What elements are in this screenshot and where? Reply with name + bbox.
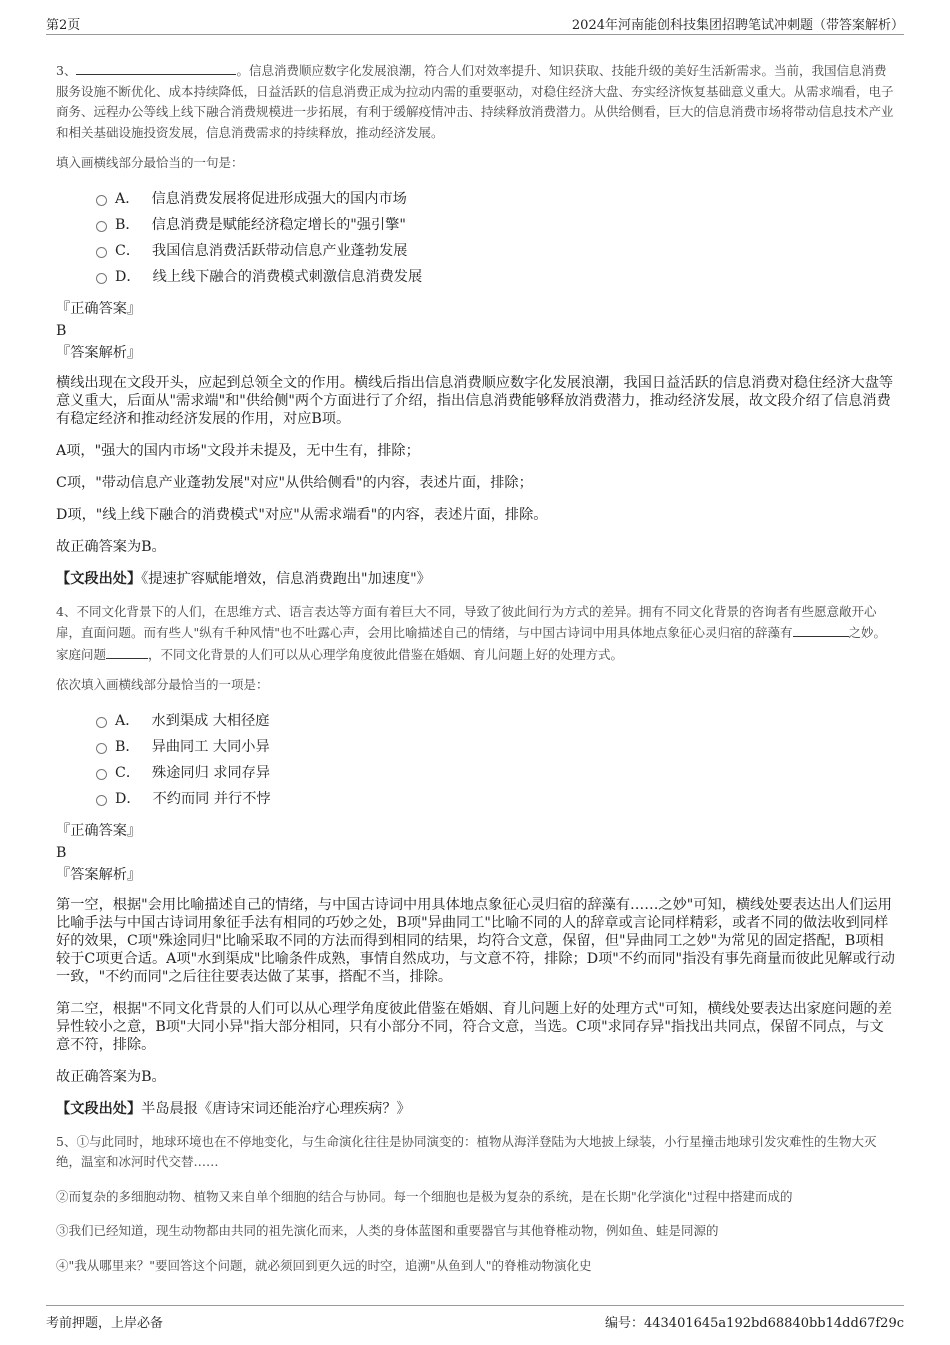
- page-content: [56, 60, 896, 1290]
- page-number: 第2页: [46, 18, 81, 33]
- question-3-options: [96, 186, 896, 290]
- question-4-stem: 4、不同文化背景下的人们，在思维方式、语言表达等方面有着巨大不同，导致了彼此间行为方式的差异。拥有不同文化背景的咨询者有些愿意敞开心扉，直面问题。而有些人"纵有千种风情"也不吐露心声，会用比喻描述自己的情绪，与中国古诗词中用具体地点象征心灵归宿的辞藻有 之妙。家庭问题 ，不同文化背景的人们可以从心理学角度彼此借鉴在婚姻、育儿问题上好的处理方式。: [56, 603, 887, 662]
- radio-icon[interactable]: [96, 743, 107, 754]
- question-4-options: [96, 708, 896, 812]
- question-5-sentence: ③我们已经知道，现生动物都由共同的祖先演化而来，人类的身体蓝图和重要器官与其他脊椎动物，例如鱼、蛙是同源的: [56, 1223, 719, 1238]
- analysis-paragraph: 第一空，根据"会用比喻描述自己的情绪，与中国古诗词中用具体地点象征心灵归宿的辞藻有……之妙"可知，横线处要表达出人们运用比喻手法与中国古诗词用象征手法有相同的巧妙之处，B项"异曲同工"比喻不同的人的辞章或言论同样精彩，或者不同的做法收到同样好的效果，C项"殊途同归"比喻采取不同的方法而得到相同的结果，均符合文意，保留，但"异曲同工之妙"为常见的固定搭配，B项相较于C项更合适。A项"水到渠成"比喻条件成熟，事情自然成功，与文意不符，排除；D项"不约而同"指没有事先商量而彼此见解或行动一致，"不约而同"之后往往要表达做了某事，搭配不当，排除。: [56, 896, 895, 985]
- answer-blank: [793, 622, 849, 637]
- question-5-stem: 5、①与此同时，地球环境也在不停地变化，与生命演化往往是协同演变的：植物从海洋登陆为大地披上绿装，小行星撞击地球引发灾难性的生物大灭绝，温室和冰河时代交替……: [56, 1133, 877, 1169]
- analysis-paragraph: 横线出现在文段开头，应起到总领全文的作用。横线后指出信息消费顺应数字化发展浪潮，我国日益活跃的信息消费对稳住经济大盘等意义重大，后面从"需求端"和"供给侧"两个方面进行了介绍，指出信息消费能够释放消费潜力，推动经济发展，故文段介绍了信息消费有稳定经济和推动经济发展的作用，对应B项。: [56, 374, 894, 427]
- question-3-stem: 3、 。信息消费顺应数字化发展浪潮，符合人们对效率提升、知识获取、技能升级的美好生活新需求。当前，我国信息消费服务设施不断优化、成本持续降低，日益活跃的信息消费正成为拉动内需的重要驱动，对稳住经济大盘、夯实经济恢复基础意义重大。从需求端看，电子商务、远程办公等线上线下融合消费规模进一步拓展，有利于缓解疫情冲击、持续释放消费潜力。从供给侧看，巨大的信息消费市场将带动信息技术产业和相关基础设施投资发展，信息消费需求的持续释放，推动经济发展。: [56, 60, 896, 143]
- analysis-paragraph: A项，"强大的国内市场"文段并未提及，无中生有，排除；: [56, 442, 420, 459]
- question-5-sentence: ④"我从哪里来？"要回答这个问题，就必须回到更久远的时空，追溯"从鱼到人"的脊椎动物演化史: [56, 1257, 592, 1273]
- option-d[interactable]: D． 不约而同 并行不悖: [96, 786, 896, 812]
- radio-icon[interactable]: [96, 247, 107, 258]
- correct-answer-label: 『正确答案』: [56, 300, 142, 317]
- analysis-label: 『答案解析』: [56, 344, 142, 361]
- correct-answer: B: [56, 844, 67, 861]
- analysis-conclusion: 故正确答案为B。: [56, 538, 166, 555]
- answer-blank: [106, 644, 148, 659]
- radio-icon[interactable]: [96, 221, 107, 232]
- analysis-conclusion: 故正确答案为B。: [56, 1068, 166, 1085]
- option-a[interactable]: A． 水到渠成 大相径庭: [96, 708, 896, 734]
- radio-icon[interactable]: [96, 273, 107, 284]
- analysis-paragraph: 第二空，根据"不同文化背景的人们可以从心理学角度彼此借鉴在婚姻、育儿问题上好的处理方式"可知，横线处要表达出家庭问题的差异性较小之意，B项"大同小异"指大部分相同，只有小部分不同，符合文意，当选。C项"求同存异"指找出共同点，保留不同点，与文意不符，排除。: [56, 1000, 892, 1053]
- source-line: 【文段出处】《提速扩容赋能增效，信息消费跑出"加速度"》: [56, 570, 431, 587]
- analysis-label: 『答案解析』: [56, 866, 142, 883]
- radio-icon[interactable]: [96, 195, 107, 206]
- option-b[interactable]: B． 异曲同工 大同小异: [96, 734, 896, 760]
- correct-answer: B: [56, 322, 67, 339]
- document-title: 2024年河南能创科技集团招聘笔试冲刺题（带答案解析）: [571, 18, 904, 33]
- footer-slogan: 考前押题，上岸必备: [46, 1316, 164, 1331]
- option-a[interactable]: A． 信息消费发展将促进形成强大的国内市场: [96, 186, 896, 212]
- question-3-prompt: 填入画横线部分最恰当的一句是：: [56, 155, 244, 170]
- answer-blank: [76, 60, 236, 75]
- correct-answer-label: 『正确答案』: [56, 822, 142, 839]
- option-c[interactable]: C． 我国信息消费活跃带动信息产业蓬勃发展: [96, 238, 896, 264]
- option-c[interactable]: C． 殊途同归 求同存异: [96, 760, 896, 786]
- question-5-sentence: ②而复杂的多细胞动物、植物又来自单个细胞的结合与协同。每一个细胞也是极为复杂的系统，是在长期"化学演化"过程中搭建而成的: [56, 1188, 793, 1204]
- analysis-paragraph: C项，"带动信息产业蓬勃发展"对应"从供给侧看"的内容，表述片面，排除；: [56, 474, 533, 491]
- radio-icon[interactable]: [96, 795, 107, 806]
- option-b[interactable]: B． 信息消费是赋能经济稳定增长的"强引擎": [96, 212, 896, 238]
- radio-icon[interactable]: [96, 717, 107, 728]
- option-d[interactable]: D． 线上线下融合的消费模式刺激信息消费发展: [96, 264, 896, 290]
- analysis-paragraph: D项，"线上线下融合的消费模式"对应"从需求端看"的内容，表述片面，排除。: [56, 506, 548, 523]
- page-footer: [46, 1305, 904, 1330]
- page-header: [46, 12, 904, 35]
- document-code: 编号：443401645a192bd68840bb14dd67f29c: [604, 1316, 904, 1331]
- question-4-prompt: 依次填入画横线部分最恰当的一项是：: [56, 677, 269, 692]
- source-line: 【文段出处】半岛晨报《唐诗宋词还能治疗心理疾病？》: [56, 1100, 411, 1117]
- radio-icon[interactable]: [96, 769, 107, 780]
